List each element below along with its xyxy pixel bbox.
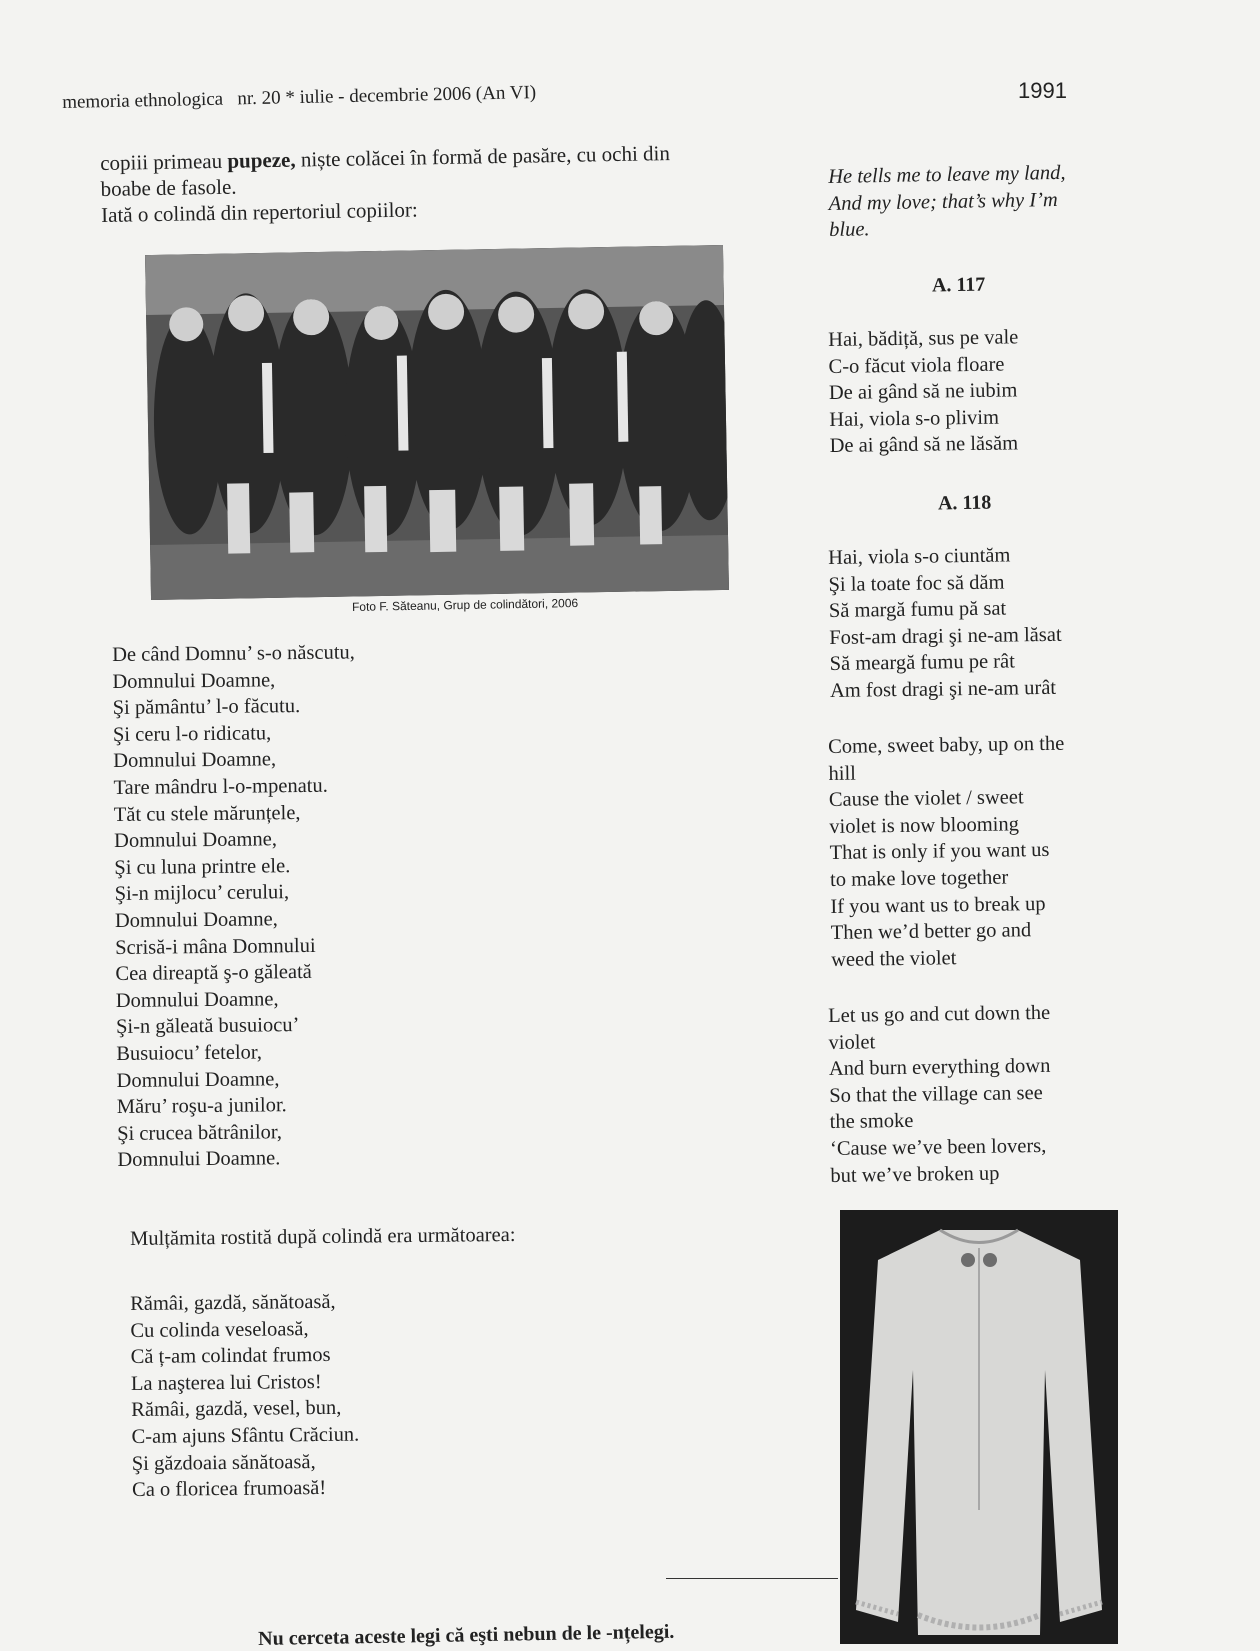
verse-line: Fost-am dragi şi ne-am lăsat bbox=[829, 623, 1062, 649]
verse-line: De ai gând să ne lăsăm bbox=[829, 432, 1019, 458]
verse-line: Tare mândru l-o-mpenatu. bbox=[113, 774, 328, 799]
verse-line: Măru’ roşu-a junilor. bbox=[116, 1094, 287, 1119]
verse-line: Domnului Doamne, bbox=[116, 1067, 280, 1092]
verse-line: Hai, bădiță, sus pe vale bbox=[828, 326, 1019, 351]
verse-line: Domnului Doamne. bbox=[117, 1147, 281, 1172]
issue-number: nr. 20 bbox=[237, 87, 281, 110]
verse-line: weed the violet bbox=[830, 946, 957, 971]
verse-line: Then we’d better go and bbox=[830, 919, 1032, 945]
verse-line: the smoke bbox=[829, 1110, 914, 1134]
intro-line-1: copiii primeau pupeze, niște colăcei în formă de pasăre, cu ochi din bbox=[100, 141, 671, 175]
verse-line: Busuiocu’ fetelor, bbox=[116, 1041, 263, 1065]
verse-line: Rămâi, gazdă, sănătoasă, bbox=[130, 1290, 336, 1315]
verse-line: And my love; that’s why I’m bbox=[828, 188, 1058, 215]
section-title-a118: A. 118 bbox=[937, 491, 992, 515]
verse-line: So that the village can see bbox=[829, 1081, 1043, 1107]
verse-line: Hai, viola s-o plivim bbox=[829, 406, 1000, 431]
verse-line: Domnului Doamne, bbox=[113, 748, 277, 773]
multamita-intro: Mulțămita rostită după colindă era următoarea: bbox=[130, 1223, 516, 1250]
footnote-rule bbox=[666, 1578, 838, 1579]
verse-line: Come, sweet baby, up on the bbox=[828, 732, 1065, 758]
page-number: 1991 bbox=[1018, 78, 1067, 103]
verse-line: That is only if you want us bbox=[829, 839, 1050, 865]
section-title-a117: A. 117 bbox=[931, 273, 986, 297]
issue-date: iulie - decembrie 2006 (An VI) bbox=[299, 82, 537, 109]
verse-line: Tăt cu stele mărunțele, bbox=[113, 801, 301, 826]
verse-line: hill bbox=[828, 762, 857, 785]
carolers-photo bbox=[145, 245, 729, 600]
multamita-verses bbox=[130, 1289, 360, 1504]
verse-line: Să margă fumu pă sat bbox=[828, 597, 1007, 623]
intro-paragraph bbox=[100, 138, 781, 228]
verse-line: Ca o floricea frumoasă! bbox=[131, 1477, 327, 1502]
verse-line: Domnului Doamne, bbox=[114, 908, 278, 932]
verse-line: Am fost dragi şi ne-am urât bbox=[829, 676, 1057, 702]
verse-line: He tells me to leave my land, bbox=[828, 161, 1066, 188]
translation-italic bbox=[828, 159, 1119, 244]
verse-line: C-am ajuns Sfântu Crăciun. bbox=[131, 1423, 360, 1448]
verse-line: Domnului Doamne, bbox=[113, 828, 278, 853]
verse-line: Cu colinda veseloasă, bbox=[130, 1317, 309, 1342]
verse-line: C-o făcut viola floare bbox=[828, 353, 1005, 378]
verse-line: Cea direaptă ş-o găleată bbox=[115, 961, 312, 986]
traditional-shirt-photo bbox=[840, 1210, 1118, 1644]
verse-line: Şi găzdoaia sănătoasă, bbox=[131, 1450, 316, 1475]
verse-line: but we’ve broken up bbox=[830, 1162, 1000, 1187]
verse-line: Domnului Doamne, bbox=[112, 668, 276, 693]
colinda-verses bbox=[112, 639, 360, 1173]
verse-line: ‘Cause we’ve been lovers, bbox=[829, 1134, 1047, 1160]
verse-line: Şi ceru l-o ridicatu, bbox=[112, 722, 272, 746]
verse-line: to make love together bbox=[829, 866, 1009, 891]
verse-line: Rămâi, gazdă, vesel, bun, bbox=[131, 1397, 342, 1422]
verse-line: Şi pământu’ l-o făcutu. bbox=[112, 695, 301, 720]
verse-line: If you want us to break up bbox=[830, 892, 1046, 918]
running-header bbox=[62, 82, 536, 114]
verse-line: Să meargă fumu pe rât bbox=[829, 650, 1016, 676]
verse-line: Hai, viola s-o ciuntăm bbox=[828, 544, 1011, 569]
verse-line: Şi cu luna printre ele. bbox=[114, 854, 291, 879]
verse-line: And burn everything down bbox=[828, 1055, 1051, 1081]
header-separator: * bbox=[285, 87, 296, 109]
verse-line: Şi crucea bătrânilor, bbox=[117, 1120, 283, 1145]
a117-verses bbox=[828, 323, 1120, 460]
verse-line: Scrisă-i mâna Domnului bbox=[115, 934, 316, 959]
verse-line: blue. bbox=[828, 218, 870, 242]
english-translation-2 bbox=[828, 999, 1091, 1189]
verse-line: Cause the violet / sweet bbox=[828, 786, 1024, 812]
verse-line: Let us go and cut down the bbox=[828, 1001, 1051, 1027]
verse-line: Şi-n mijlocu’ cerului, bbox=[114, 881, 290, 906]
pupeze-term: pupeze, bbox=[227, 147, 296, 173]
journal-name: memoria ethnologica bbox=[62, 88, 224, 113]
photo-caption: Foto F. Săteanu, Grup de colindători, 2006 bbox=[351, 596, 579, 614]
english-translation-1 bbox=[828, 730, 1101, 973]
intro-line-2: boabe de fasole. bbox=[100, 174, 237, 201]
verse-line: Că ț-am colindat frumos bbox=[130, 1344, 331, 1369]
verse-line: Şi la toate foc să dăm bbox=[828, 571, 1005, 596]
verse-line: De ai gând să ne iubim bbox=[828, 379, 1018, 405]
verse-line: La naşterea lui Cristos! bbox=[130, 1370, 322, 1395]
verse-line: Şi-n găleată busuiocu’ bbox=[115, 1014, 300, 1039]
closing-motto: Nu cerceta aceste legi că eşti nebun de le -nțelegi. bbox=[258, 1620, 675, 1650]
verse-line: violet bbox=[828, 1030, 876, 1054]
verse-line: Domnului Doamne, bbox=[115, 987, 279, 1012]
verse-line: violet is now blooming bbox=[829, 813, 1020, 838]
a118-verses bbox=[828, 541, 1120, 705]
verse-line: De când Domnu’ s-o născutu, bbox=[112, 641, 355, 666]
intro-line-3: Iată o colindă din repertoriul copiilor: bbox=[100, 197, 418, 227]
